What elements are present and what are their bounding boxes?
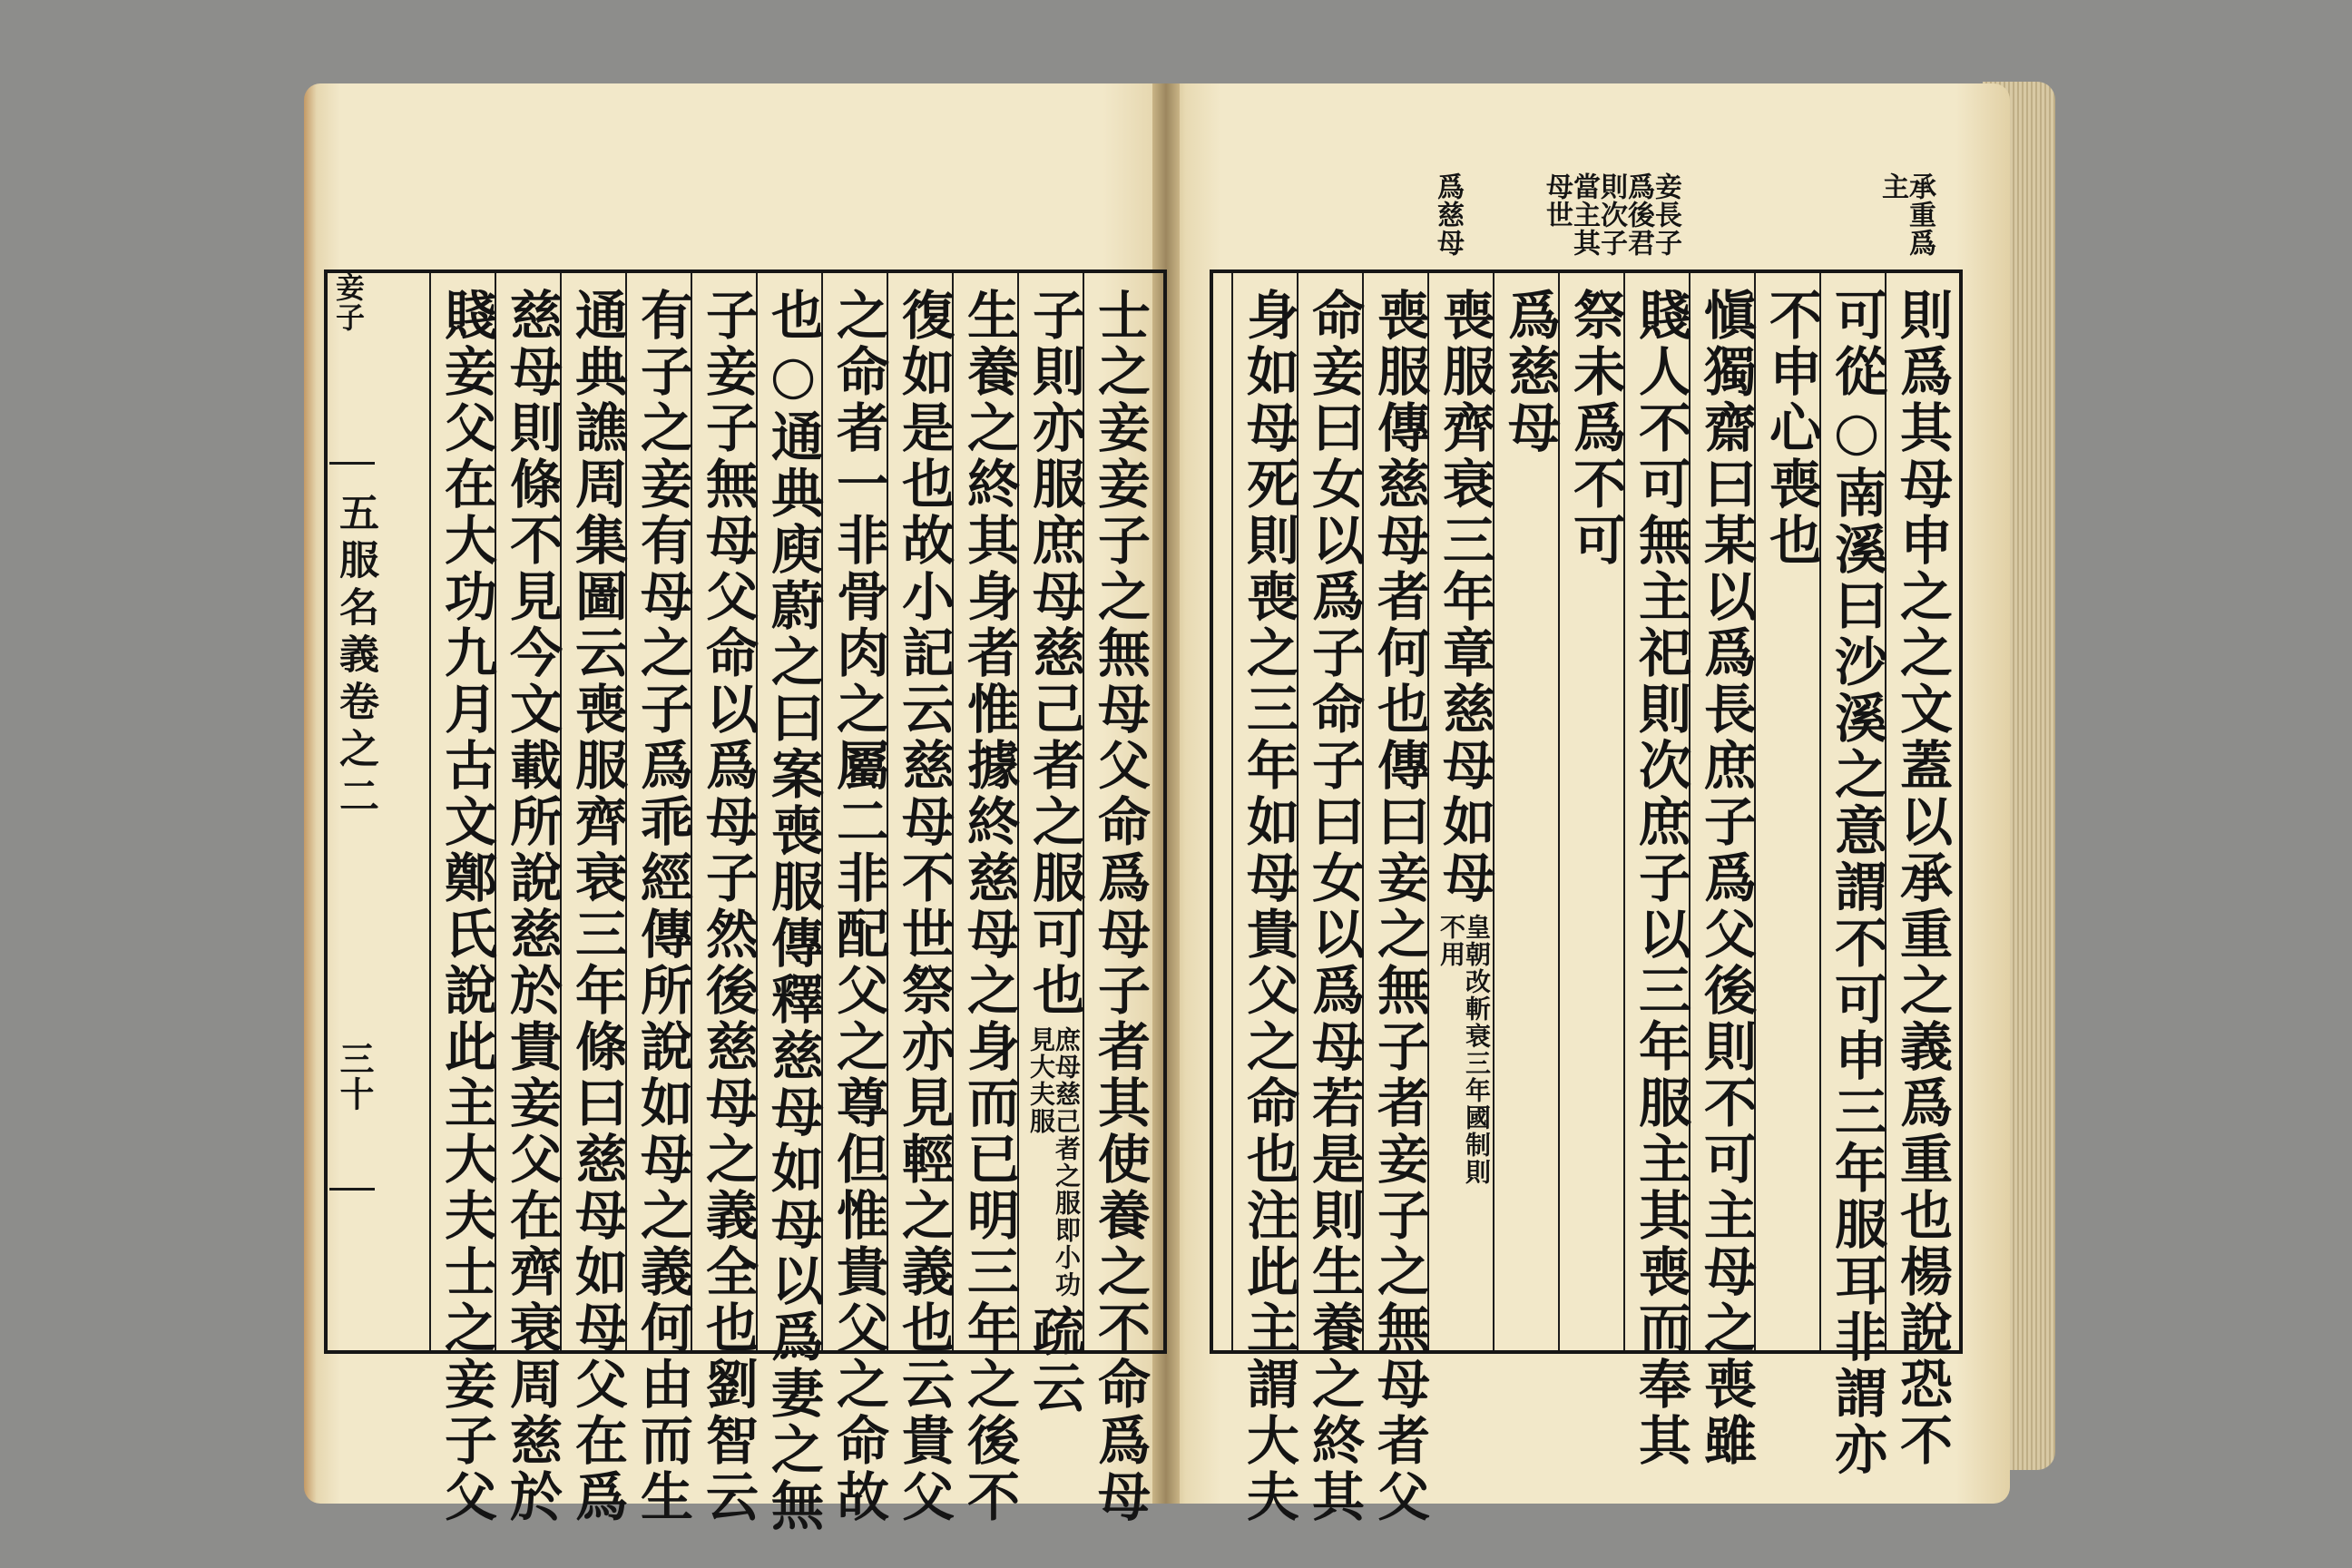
left-column-text-after-note: 疏云 bbox=[1024, 1304, 1085, 1416]
right-column-6 bbox=[1565, 273, 1625, 1350]
right-column-1 bbox=[1891, 273, 1953, 1469]
right-column-7 bbox=[1500, 273, 1560, 1350]
right-column-text: 喪服齊衰三年章慈母如母 bbox=[1434, 288, 1495, 906]
right-column-8 bbox=[1435, 273, 1494, 1350]
left-column-6 bbox=[762, 273, 824, 1534]
right-column-text: 則爲其母申之之文蓋以承重之義爲重也楊說恐不 bbox=[1891, 288, 1953, 1469]
left-column-2 bbox=[1024, 273, 1085, 1416]
left-column-8 bbox=[632, 273, 693, 1525]
fish-tail-top bbox=[329, 462, 375, 485]
left-column-text: 復如是也故小記云慈母不世祭亦見輕之義也云貴父 bbox=[893, 288, 955, 1525]
right-column-text: 喪服傳慈母者何也傳曰妾之無子者妾子之無母者父 bbox=[1368, 288, 1430, 1525]
left-column-1 bbox=[1089, 273, 1151, 1525]
right-column-3 bbox=[1761, 273, 1821, 1350]
right-column-text: 身如母死則喪之三年如母貴父之命也注此主謂大夫 bbox=[1238, 288, 1299, 1525]
margin-note: 妾子 bbox=[331, 272, 366, 332]
banxin-title: 五服名義卷之二 bbox=[332, 492, 378, 822]
right-column-4 bbox=[1695, 273, 1757, 1469]
left-column-rule bbox=[429, 273, 431, 1350]
headnote-1: 承重爲主 bbox=[1877, 172, 1936, 257]
left-column-text: 賤妾父在大功九月古文鄭氏說此主大夫士之妾子父 bbox=[436, 288, 497, 1525]
right-column-text: 可從○南溪曰沙溪之意謂不可申三年服耳非謂亦 bbox=[1826, 288, 1887, 1478]
right-text-frame bbox=[1210, 270, 1963, 1525]
left-column-text: 慈母則條不見今文載所說慈於貴妾父在齊衰周慈於 bbox=[501, 288, 563, 1525]
right-column-text: 爲慈母 bbox=[1499, 288, 1561, 456]
right-column-text: 祭未爲不可 bbox=[1564, 288, 1626, 569]
left-column-text: 有子之妾有母之子爲乖經傳所說如母之義何由而生 bbox=[632, 288, 693, 1525]
right-column-2 bbox=[1826, 273, 1887, 1478]
left-column-text: 士之妾妾子之無母父命爲母子者其使養之不命爲母 bbox=[1089, 288, 1151, 1525]
right-column-11 bbox=[1238, 273, 1299, 1525]
right-column-5 bbox=[1630, 273, 1691, 1469]
left-column-10 bbox=[501, 273, 563, 1525]
right-column-9 bbox=[1368, 273, 1430, 1525]
banxin-center-strip bbox=[324, 270, 380, 1354]
headnote-2: 妾長子爲後君則次子當主其母世 bbox=[1541, 172, 1681, 257]
left-column-text: 也○通典庾蔚之曰案喪服傳釋慈母如母以爲妻之無 bbox=[762, 288, 824, 1534]
headnote-3: 爲慈母 bbox=[1432, 172, 1464, 257]
left-interlinear-note: 庶母慈己者之服即小功見大夫服 bbox=[1026, 1026, 1082, 1298]
right-column-text: 不申心喪也 bbox=[1760, 288, 1822, 569]
left-text-frame bbox=[324, 270, 1167, 1534]
left-column-text: 子則亦服庶母慈己者之服可也 bbox=[1024, 288, 1085, 1019]
right-interlinear-note: 皇朝改斬衰三年國制則不用 bbox=[1436, 914, 1492, 1186]
left-column-11 bbox=[436, 273, 497, 1525]
left-column-text: 子妾子無母父命以爲母子然後慈母之義全也劉智云 bbox=[697, 288, 759, 1525]
left-column-4 bbox=[893, 273, 955, 1525]
left-column-7 bbox=[697, 273, 759, 1525]
left-column-3 bbox=[958, 273, 1020, 1525]
right-column-text: 命妾曰女以爲子命子曰女以爲母若是則生養之終其 bbox=[1303, 288, 1365, 1525]
banxin-folio: 三十 bbox=[334, 1041, 375, 1112]
left-column-text: 通典譙周集圖云喪服齊衰三年條曰慈母如母父在爲 bbox=[566, 288, 628, 1525]
right-column-rule bbox=[1231, 273, 1233, 1350]
left-column-text: 之命者一非骨肉之屬二非配父之尊但惟貴父之命故 bbox=[828, 288, 889, 1525]
fish-tail-bottom bbox=[329, 1188, 375, 1210]
right-column-text: 愼獨齋曰某以爲長庶子爲父後則不可主母之喪雖 bbox=[1695, 288, 1757, 1469]
right-column-text: 賤人不可無主祀則次庶子以三年服主其喪而奉其 bbox=[1630, 288, 1691, 1469]
left-column-text: 生養之終其身者惟據終慈母之身而已明三年之後不 bbox=[958, 288, 1020, 1525]
left-column-5 bbox=[828, 273, 889, 1525]
left-column-9 bbox=[566, 273, 628, 1525]
right-column-10 bbox=[1303, 273, 1365, 1525]
